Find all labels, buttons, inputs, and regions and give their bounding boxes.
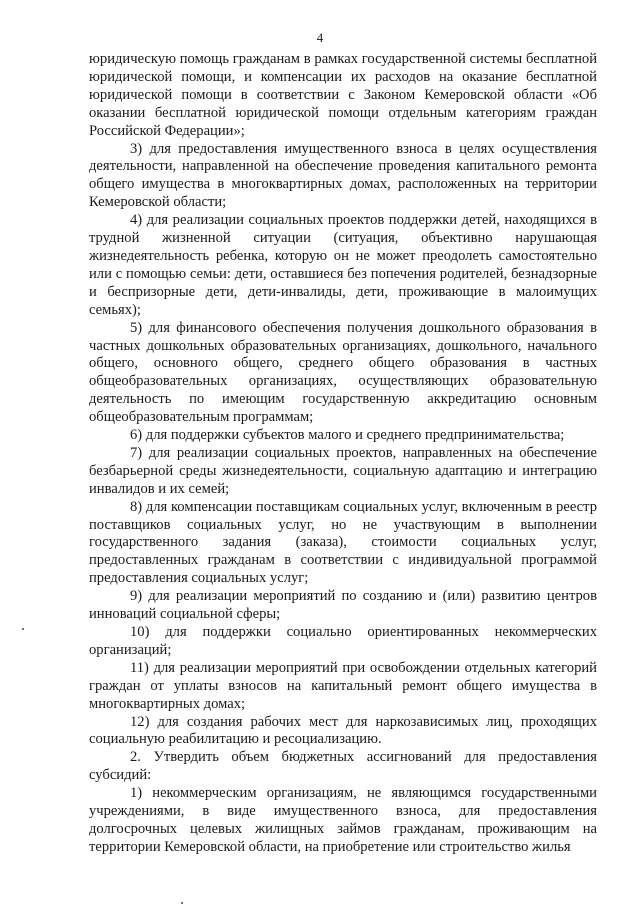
document-body bbox=[89, 51, 597, 857]
paragraph-item-10: 10) для поддержки социально ориентированных некоммерческих организаций; bbox=[89, 624, 597, 658]
paragraph-continuation: юридическую помощь гражданам в рамках государственной системы бесплатной юридической помощи, и компенсации их расходов на оказание бесплатной юридической помощи в соответствии с Законом Кемеровской области «Об оказании бесплатной юридической помощи отдельным категориям граждан Российской Федерации»; bbox=[89, 51, 597, 139]
scan-speck bbox=[181, 902, 183, 904]
page-number: 4 bbox=[316, 30, 324, 45]
paragraph-item-4: 4) для реализации социальных проектов поддержки детей, находящихся в трудной жизненной ситуации (ситуация, объективно нарушающая жизнедеятельность ребенка, которую он не может преодолеть самостоятельно или с помощью семьи: дети, оставшиеся без попечения родителей, безнадзорные и беспризорные дети, дети-инвалиды, дети, проживающие в малоимущих семьях); bbox=[89, 212, 597, 318]
paragraph-item-11: 11) для реализации мероприятий при освобождении отдельных категорий граждан от уплаты взносов на капитальный ремонт общего имущества в многоквартирных домах; bbox=[89, 659, 597, 712]
paragraph-item-12: 12) для создания рабочих мест для наркозависимых лиц, проходящих социальную реабилитацию и ресоциализацию. bbox=[89, 713, 597, 748]
paragraph-item-8: 8) для компенсации поставщикам социальных услуг, включенным в реестр поставщиков социальных услуг, но не участвующим в выполнении государственного задания (заказа), стоимости социальных услуг, предоставленных гражданам в соответствии с индивидуальной программой предоставления социальных услуг; bbox=[89, 498, 597, 587]
paragraph-item-9: 9) для реализации мероприятий по созданию и (или) развитию центров инноваций социальной сферы; bbox=[89, 588, 597, 623]
paragraph-item-5: 5) для финансового обеспечения получения дошкольного образования в частных дошкольных образовательных организациях, дошкольного, начального общего, основного общего, среднего общего образования в частных общеобразовательных организациях, осуществляющих образовательную деятельность по имеющим государственную аккредитацию основным общеобразовательным программам; bbox=[89, 319, 597, 426]
paragraph-item-3: 3) для предоставления имущественного взноса в целях осуществления деятельности, направленной на обеспечение проведения капитального ремонта общего имущества в многоквартирных домах, расположенных на территории Кемеровской области; bbox=[89, 140, 597, 211]
paragraph-section-2: 2. Утвердить объем бюджетных ассигнований для предоставления субсидий: bbox=[89, 749, 597, 784]
paragraph-section-2-item-1: 1) некоммерческим организациям, не являющимся государственными учреждениями, в виде имущественного взноса, для предоставления долгосрочных целевых жилищных займов гражданам, проживающим на территории Кемеровской области, на приобретение или строительство жилья bbox=[89, 785, 597, 855]
paragraph-item-7: 7) для реализации социальных проектов, направленных на обеспечение безбарьерной среды жизнедеятельности, социальную адаптацию и интеграцию инвалидов и их семей; bbox=[89, 444, 597, 497]
scan-speck bbox=[22, 628, 24, 630]
paragraph-item-6: 6) для поддержки субъектов малого и среднего предпринимательства; bbox=[130, 427, 565, 444]
